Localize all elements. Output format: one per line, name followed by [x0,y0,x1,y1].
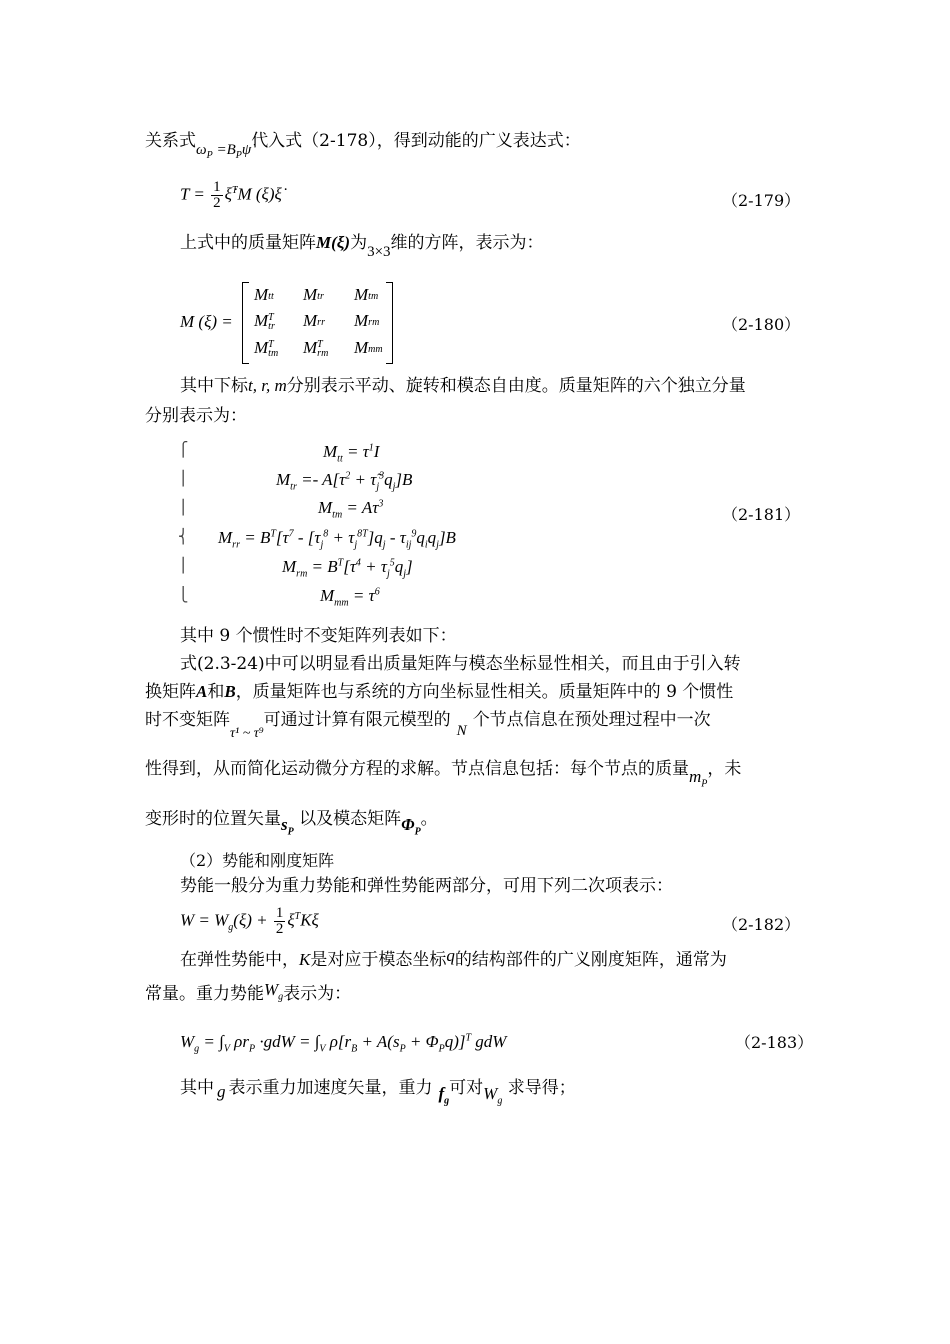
equation-2-179: T = $\frac{1}{2}$ ξ̇$^T$M (ξ)ξ̇ [180,179,282,211]
paragraph-5-line-4: 性得到，从而简化运动微分方程的求解。节点信息包括：每个节点的质量$m_P$，未 [145,759,742,790]
eq181-line-1: $M_{tt} = \tau^1I$ [323,442,380,465]
paragraph-5-line-2: 换矩阵A和B，质量矩阵也与系统的方向坐标显性相关。质量矩阵中的 9 个惯性 [145,682,734,702]
paragraph-8-line-2: 常量。重力势能$W_g$表示为： [145,980,352,1004]
omega-formula: $\omega_P$ $=B_P\psi̇$ [196,142,252,161]
matrix-cell: M mm [354,338,383,357]
matrix-cell: M tr [303,285,324,304]
paragraph-5-line-1: 式(2.3-24)中可以明显看出质量矩阵与模态坐标显性相关，而且由于引入转 [180,654,741,674]
eq181-line-6: $M_{mm} = \tau^6$ [320,586,380,609]
text: 关系式 [145,131,196,151]
paragraph-5-line-5: 变形时的位置矢量$s_P$ 以及模态矩阵$\Phi_P$。 [145,809,438,838]
equation-2-180-lhs: M (ξ) = [180,312,233,331]
eq181-line-4: $M_{rr} = B^T[\tau^7 - [\tau_j^8 + \tau_j^{8T}]q_j - \tau_{ij}^9q_iq_j]B$ [218,528,456,551]
right-bracket [386,282,393,364]
matrix-cell: M tt [254,285,274,304]
matrix-cell: M T rm [303,338,329,360]
matrix-cell: M T tr [254,311,275,333]
matrix-cell: M rm [354,311,380,330]
paragraph-4: 其中 9 个惯性时不变矩阵列表如下： [180,626,457,646]
eq181-line-5: $M_{rm} = B^T[\tau^4 + \tau_j^5q_j]$ [282,557,413,580]
eq181-line-2: $M_{tr} =- A[\tau^2$ + $\taũ_j^3q_j]B$ [276,470,413,493]
equation-2-183: $W_g = \int_V$ $\rho r_P \cdot gdW = \int_V$ $\rho[r_B + A(s_P + \Phi_Pq)]^T$ gdW [180,1032,507,1055]
equation-2-182: $W = W_g(\xi)$ + $\frac{1}{2}$ $\xi^TK\xi$ [180,905,319,937]
paragraph-8-line-1: 在弹性势能中，K是对应于模态坐标q的结构部件的广义刚度矩阵，通常为 [180,946,727,970]
paragraph-3: 其中下标t, r, m分别表示平动、旋转和模态自由度。质量矩阵的六个独立分量 [180,376,746,396]
section-heading: （2）势能和刚度矩阵 [180,851,335,870]
paragraph-2: 上式中的质量矩阵M(ξ)为3×3维的方阵，表示为： [180,233,544,260]
paragraph-3-line-2: 分别表示为： [145,406,247,426]
matrix-cell: M tm [354,285,379,304]
paragraph-9: 其中 g 表示重力加速度矢量，重力 $f_g$可对$W_g$ 求导得； [180,1078,576,1107]
equation-number: （2-181） [722,505,801,524]
paragraph-5-line-3: 时不变矩阵$_{\tau^1 \sim \tau^9}$可通过计算有限元模型的N个节点信息在预处理过程中一次 [145,710,711,741]
paragraph-7: 势能一般分为重力势能和弹性势能两部分，可用下列二次项表示： [180,876,673,896]
left-bracket [242,282,249,364]
paragraph-1 [145,130,581,159]
equation-number: （2-183） [735,1033,814,1052]
eq181-line-3: $M_{tm} = A\tau^3$ [318,498,384,521]
matrix-cell: M T tm [254,338,279,360]
matrix-cell: M rr [303,311,325,330]
equation-number: （2-182） [722,915,801,934]
equation-number: （2-180） [722,315,801,334]
text: 代入式（2-178），得到动能的广义表达式： [251,131,581,151]
left-brace: ⎧ ⎪ ⎪ ⎨ ⎪ ⎩ [178,442,189,603]
equation-number: （2-179） [722,191,801,210]
